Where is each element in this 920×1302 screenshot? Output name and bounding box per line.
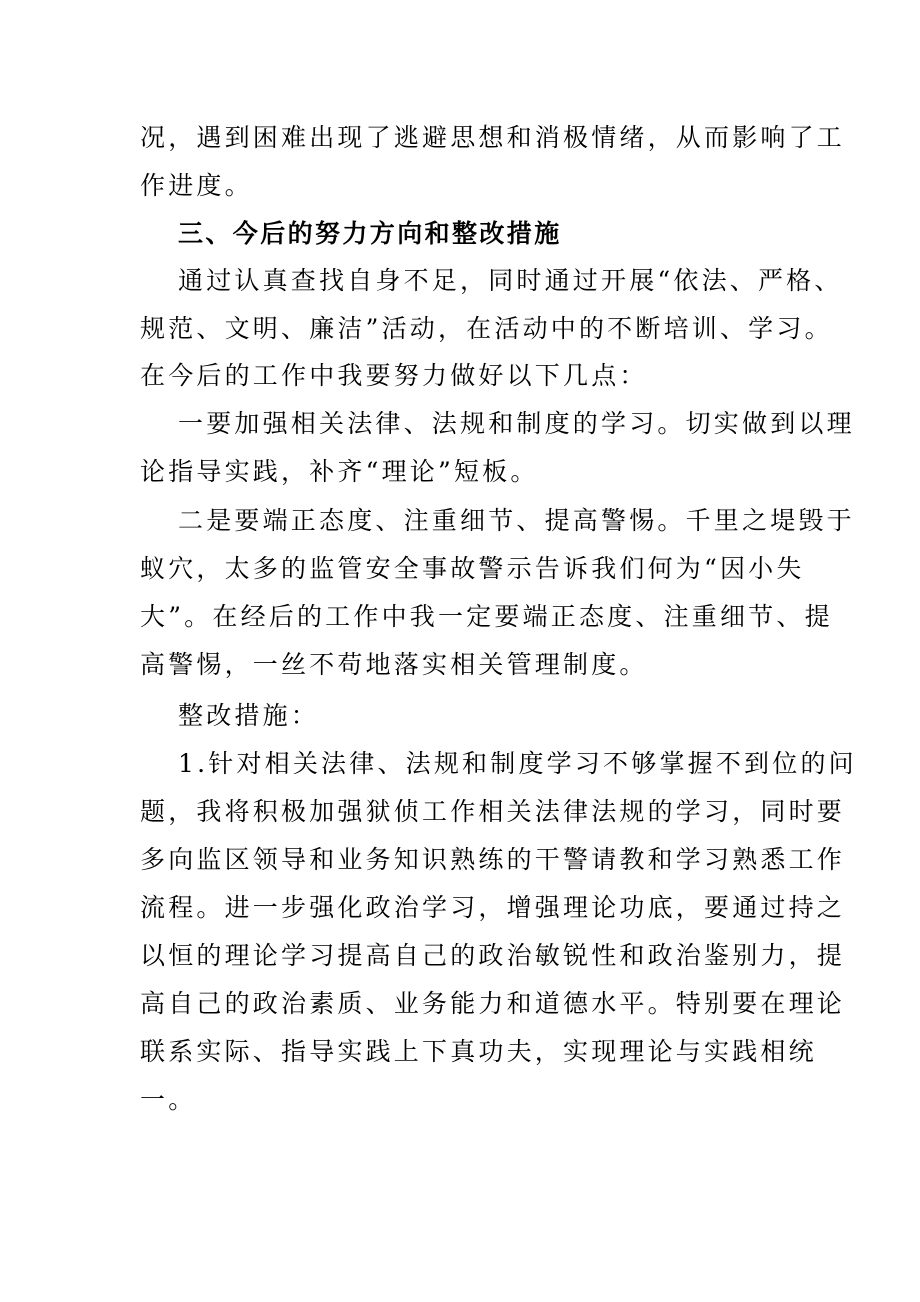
paragraph-line: 以恒的理论学习提高自己的政治敏锐性和政治鉴别力，提 [140,941,846,970]
paragraph-line: 通过认真查找自身不足，同时通过开展“依法、严格、 [178,266,843,295]
paragraph-line: 题，我将积极加强狱侦工作相关法律法规的学习，同时要 [140,797,846,826]
paragraph-line: 规范、文明、廉洁”活动，在活动中的不断培训、学习。 [140,314,833,343]
paragraph-line: 联系实际、指导实践上下真功夫，实现理论与实践相统 [140,1037,817,1066]
section-heading: 三、今后的努力方向和整改措施 [178,219,562,248]
paragraph-line: 在今后的工作中我要努力做好以下几点： [140,361,648,390]
paragraph-line: 一要加强相关法律、法规和制度的学习。切实做到以理 [178,409,855,438]
paragraph-line: 二是要端正态度、注重细节、提高警惕。千里之堤毁于 [178,506,855,535]
paragraph-line: 1.针对相关法律、法规和制度学习不够掌握不到位的问 [178,749,857,778]
paragraph-line: 高警惕，一丝不苟地落实相关管理制度。 [140,650,648,679]
paragraph-line: 流程。进一步强化政治学习，增强理论功底，要通过持之 [140,893,846,922]
paragraph-line: 大”。在经后的工作中我一定要端正态度、注重细节、提 [140,602,833,631]
paragraph-line: 作进度。 [140,171,253,200]
paragraph-line: 高自己的政治素质、业务能力和道德水平。特别要在理论 [140,989,846,1018]
paragraph-line: 蚁穴，太多的监管安全事故警示告诉我们何为“因小失 [140,554,805,583]
paragraph-line: 一。 [140,1085,197,1114]
subheading: 整改措施： [178,701,320,730]
paragraph-line: 多向监区领导和业务知识熟练的干警请教和学习熟悉工作 [140,845,846,874]
paragraph-line: 论指导实践，补齐“理论”短板。 [140,457,539,486]
paragraph-line: 况，遇到困难出现了逃避思想和消极情绪，从而影响了工 [140,123,846,152]
